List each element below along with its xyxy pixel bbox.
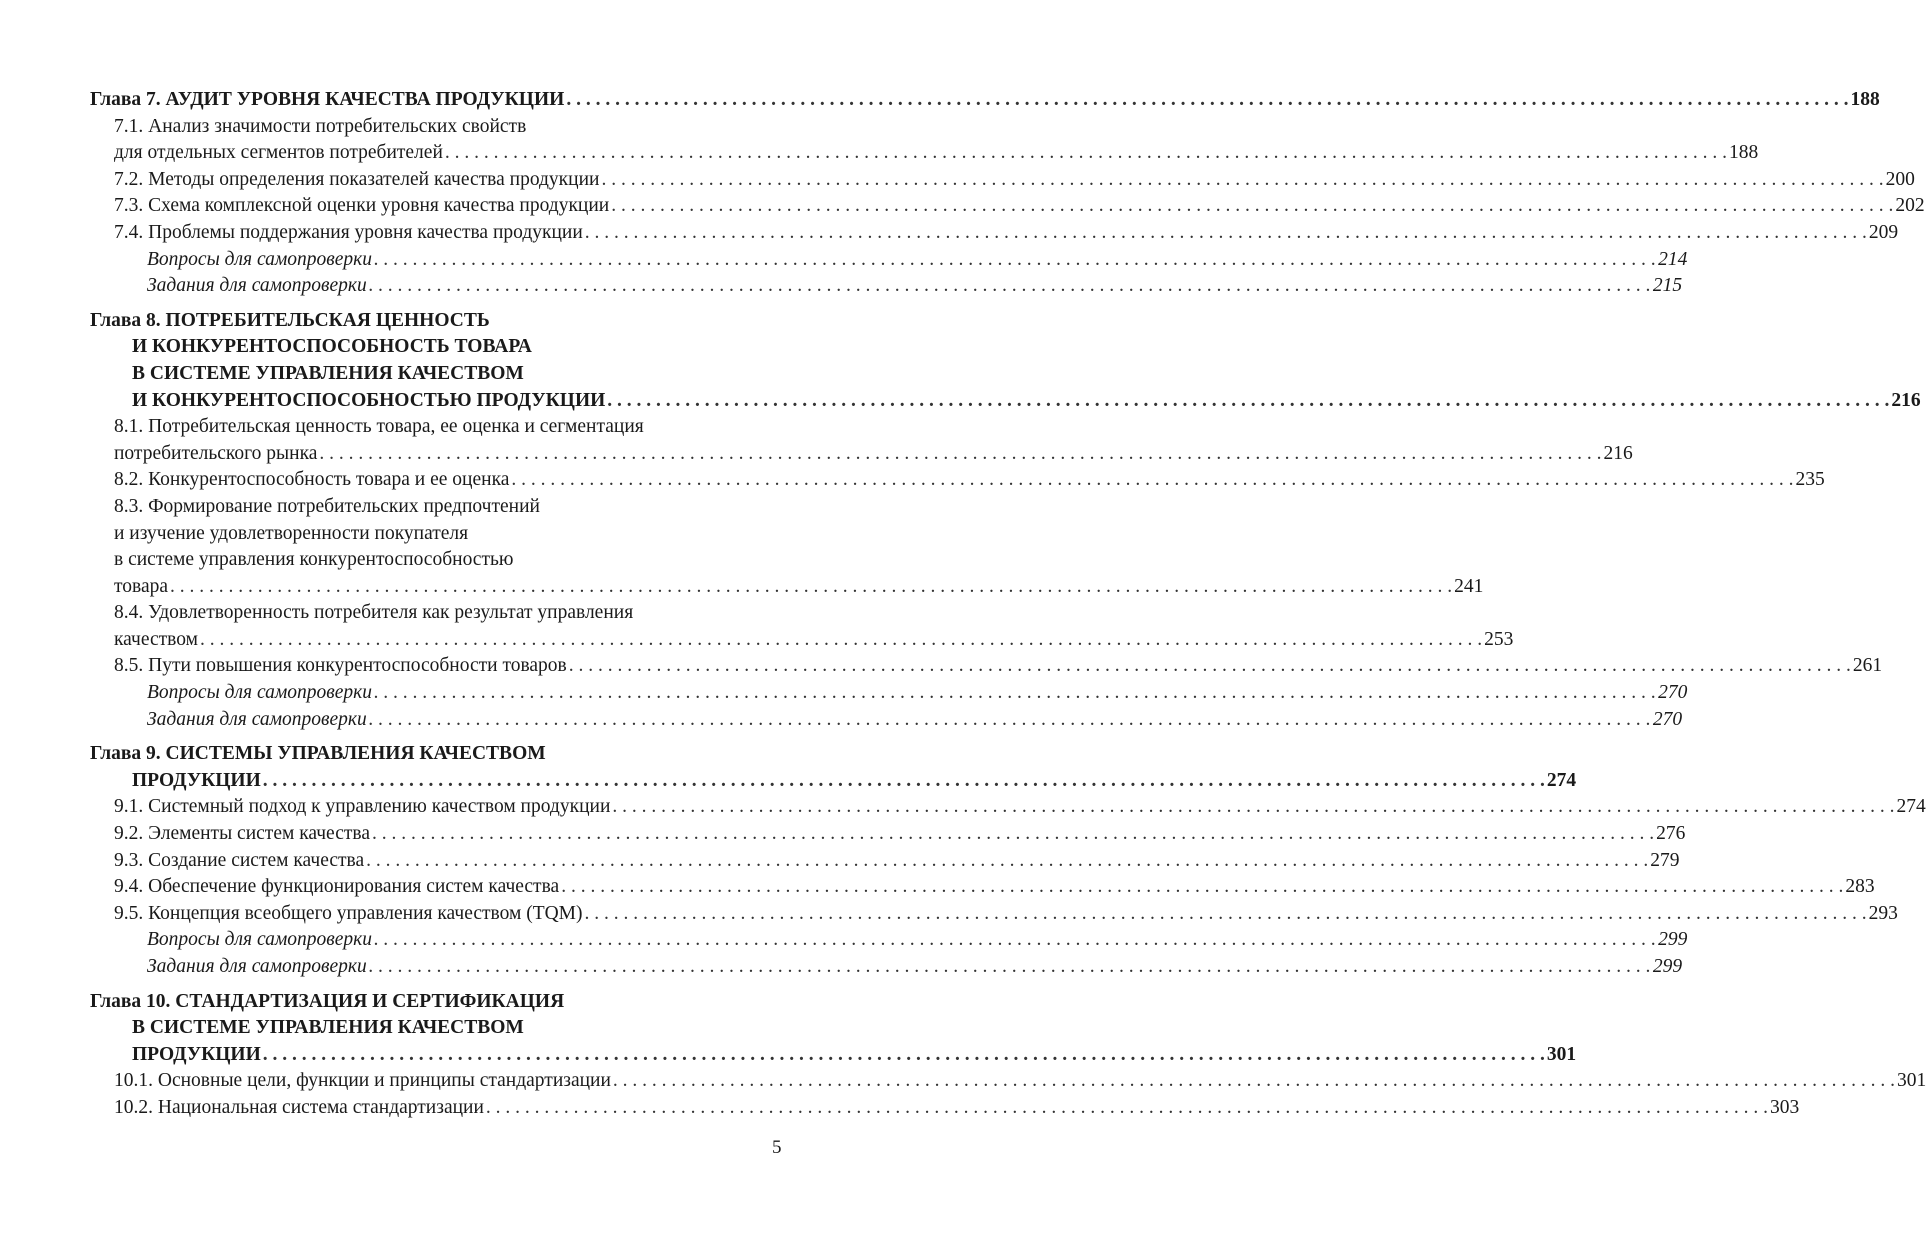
toc-entry-title: 7.4. Проблемы поддержания уровня качества продукции — [114, 221, 583, 243]
toc-entry-title: 9.5. Концепция всеобщего управления качеством (TQM) — [114, 902, 583, 924]
toc-entry-title: 8.4. Удовлетворенность потребителя как результат управления — [114, 602, 634, 624]
table-of-contents — [90, 87, 1926, 1122]
toc-leader-dots — [366, 848, 1648, 875]
toc-leader-dots — [374, 680, 1656, 707]
toc-entry-title: 9.2. Элементы систем качества — [114, 823, 370, 845]
toc-entry-title: Глава 9. СИСТЕМЫ УПРАВЛЕНИЯ КАЧЕСТВОМ — [90, 743, 546, 765]
toc-entry-title: 8.3. Формирование потребительских предпочтений — [114, 495, 540, 517]
toc-page-number: 279 — [1650, 849, 1680, 871]
toc-entry-title: ПРОДУКЦИИ — [132, 1043, 261, 1065]
toc-section-line — [90, 600, 784, 627]
toc-entry-title: 7.2. Методы определения показателей качества продукции — [114, 168, 600, 190]
toc-entry-title: качеством — [114, 628, 198, 650]
toc-chapter-line — [90, 989, 784, 1016]
toc-entry-title: 10.1. Основные цели, функции и принципы стандартизации — [114, 1070, 611, 1092]
toc-page-number: 301 — [1546, 1043, 1577, 1065]
toc-leader-dots — [445, 140, 1727, 167]
toc-questions-line — [90, 247, 1688, 274]
toc-entry-title: В СИСТЕМЕ УПРАВЛЕНИЯ КАЧЕСТВОМ — [132, 1017, 524, 1039]
toc-leader-dots — [611, 193, 1893, 220]
toc-section-line — [90, 441, 1633, 468]
toc-chapter-line — [90, 1042, 1577, 1069]
toc-page-number: 276 — [1656, 823, 1686, 845]
toc-entry-title: 9.4. Обеспечение функционирования систем качества — [114, 876, 560, 898]
toc-page-number: 303 — [1770, 1096, 1800, 1118]
toc-questions-line — [90, 707, 1683, 734]
toc-section-line — [90, 193, 1925, 220]
toc-leader-dots — [607, 388, 1889, 415]
toc-chapter-line — [90, 741, 784, 768]
toc-section-line — [90, 901, 1898, 928]
toc-leader-dots — [200, 627, 1482, 654]
toc-chapter-line — [90, 1015, 784, 1042]
toc-entry-title: Вопросы для самопроверки — [147, 929, 373, 951]
toc-leader-dots — [566, 87, 1848, 114]
toc-leader-dots — [601, 167, 1883, 194]
toc-page-number: 274 — [1896, 796, 1926, 818]
toc-entry-title: 8.2. Конкурентоспособность товара и ее оценка — [114, 469, 510, 491]
toc-entry-title: Вопросы для самопроверки — [147, 682, 373, 704]
toc-questions-line — [90, 954, 1683, 981]
toc-entry-title: Глава 10. СТАНДАРТИЗАЦИЯ И СЕРТИФИКАЦИЯ — [90, 990, 565, 1012]
toc-section-line — [90, 220, 1899, 247]
toc-chapter-line — [90, 768, 1577, 795]
toc-page-number: 214 — [1658, 248, 1688, 270]
toc-leader-dots — [511, 467, 1793, 494]
toc-chapter-line — [90, 87, 1880, 114]
toc-entry-title: для отдельных сегментов потребителей — [114, 142, 443, 164]
toc-entry-title: потребительского рынка — [114, 442, 318, 464]
toc-entry-title: 9.1. Системный подход к управлению качеством продукции — [114, 796, 611, 818]
toc-section-line — [90, 547, 784, 574]
toc-leader-dots — [369, 707, 1651, 734]
toc-section-line — [90, 574, 1484, 601]
toc-page-number: 235 — [1795, 469, 1825, 491]
toc-entry-title: 10.2. Национальная система стандартизации — [114, 1096, 484, 1118]
toc-page-number: 216 — [1603, 442, 1633, 464]
toc-section-line — [90, 114, 784, 141]
toc-leader-dots — [585, 220, 1867, 247]
toc-section-line — [90, 140, 1759, 167]
toc-leader-dots — [374, 927, 1656, 954]
toc-leader-dots — [369, 273, 1651, 300]
toc-chapter-line — [90, 388, 1921, 415]
toc-leader-dots — [369, 954, 1651, 981]
toc-entry-title: товара — [114, 575, 169, 597]
toc-leader-dots — [561, 874, 1843, 901]
toc-page-number: 188 — [1729, 142, 1759, 164]
toc-page-number: 188 — [1850, 89, 1880, 110]
toc-section-line — [90, 167, 1915, 194]
toc-page-number: 202 — [1895, 195, 1925, 217]
toc-entry-title: Задания для самопроверки — [147, 956, 367, 977]
toc-leader-dots — [585, 901, 1867, 928]
toc-entry-title: Глава 8. ПОТРЕБИТЕЛЬСКАЯ ЦЕННОСТЬ — [90, 309, 490, 331]
toc-section-line — [90, 494, 784, 521]
toc-questions-line — [90, 927, 1688, 954]
toc-section-line — [90, 821, 1686, 848]
toc-entry-title: В СИСТЕМЕ УПРАВЛЕНИЯ КАЧЕСТВОМ — [132, 362, 524, 384]
toc-page-number: 299 — [1652, 956, 1683, 977]
toc-section-line — [90, 653, 1883, 680]
toc-entry-title: Задания для самопроверки — [147, 708, 367, 730]
toc-questions-line — [90, 680, 1688, 707]
toc-entry-title: 8.1. Потребительская ценность товара, ее оценка и сегментация — [114, 416, 644, 438]
toc-page-number: 270 — [1658, 682, 1688, 704]
toc-leader-dots — [613, 1068, 1895, 1095]
toc-section-line — [90, 848, 1680, 875]
toc-page-number: 215 — [1652, 275, 1683, 297]
toc-section-line — [90, 627, 1514, 654]
toc-page-number: 253 — [1484, 628, 1514, 650]
toc-entry-title: Глава 7. АУДИТ УРОВНЯ КАЧЕСТВА ПРОДУКЦИИ — [90, 89, 565, 110]
toc-entry-title: 7.3. Схема комплексной оценки уровня качества продукции — [114, 195, 610, 217]
toc-page-number: 301 — [1897, 1070, 1926, 1092]
toc-leader-dots — [263, 768, 1545, 795]
toc-section-line — [90, 1068, 1926, 1095]
toc-leader-dots — [486, 1095, 1768, 1122]
toc-entry-title: Вопросы для самопроверки — [147, 248, 373, 270]
toc-chapter-line — [90, 308, 784, 335]
toc-leader-dots — [319, 441, 1601, 468]
toc-page-number: 200 — [1885, 168, 1915, 190]
toc-entry-title: И КОНКУРЕНТОСПОСОБНОСТЬ ТОВАРА — [132, 336, 532, 358]
toc-section-line — [90, 414, 784, 441]
toc-page-number: 283 — [1845, 876, 1875, 898]
toc-questions-line — [90, 273, 1683, 300]
toc-entry-title: и изучение удовлетворенности покупателя — [114, 522, 469, 544]
page-number: 5 — [772, 1137, 782, 1158]
toc-page-number: 209 — [1868, 221, 1899, 243]
toc-page-number: 299 — [1658, 929, 1688, 951]
toc-leader-dots — [569, 653, 1851, 680]
toc-entry-title: ПРОДУКЦИИ — [132, 769, 261, 791]
toc-page-number: 270 — [1652, 708, 1683, 730]
toc-entry-title: 8.5. Пути повышения конкурентоспособности товаров — [114, 655, 567, 677]
toc-leader-dots — [170, 574, 1452, 601]
toc-leader-dots — [372, 821, 1654, 848]
toc-section-line — [90, 874, 1875, 901]
toc-page-number: 261 — [1852, 655, 1883, 677]
toc-entry-title: в системе управления конкурентоспособностью — [114, 549, 514, 571]
toc-entry-title: 7.1. Анализ значимости потребительских свойств — [114, 115, 527, 137]
toc-page-number: 241 — [1454, 575, 1484, 597]
toc-section-line — [90, 794, 1926, 821]
toc-leader-dots — [263, 1042, 1545, 1069]
toc-entry-title: И КОНКУРЕНТОСПОСОБНОСТЬЮ ПРОДУКЦИИ — [132, 389, 606, 411]
toc-page-number: 293 — [1868, 902, 1898, 924]
toc-chapter-line — [90, 361, 784, 388]
toc-section-line — [90, 521, 784, 548]
toc-entry-title: Задания для самопроверки — [147, 275, 367, 297]
toc-page-number: 216 — [1891, 389, 1921, 411]
toc-page-number: 274 — [1546, 769, 1577, 791]
toc-section-line — [90, 1095, 1800, 1122]
toc-leader-dots — [374, 247, 1656, 274]
toc-entry-title: 9.3. Создание систем качества — [114, 849, 365, 871]
toc-section-line — [90, 467, 1825, 494]
toc-leader-dots — [612, 794, 1894, 821]
toc-chapter-line — [90, 334, 784, 361]
